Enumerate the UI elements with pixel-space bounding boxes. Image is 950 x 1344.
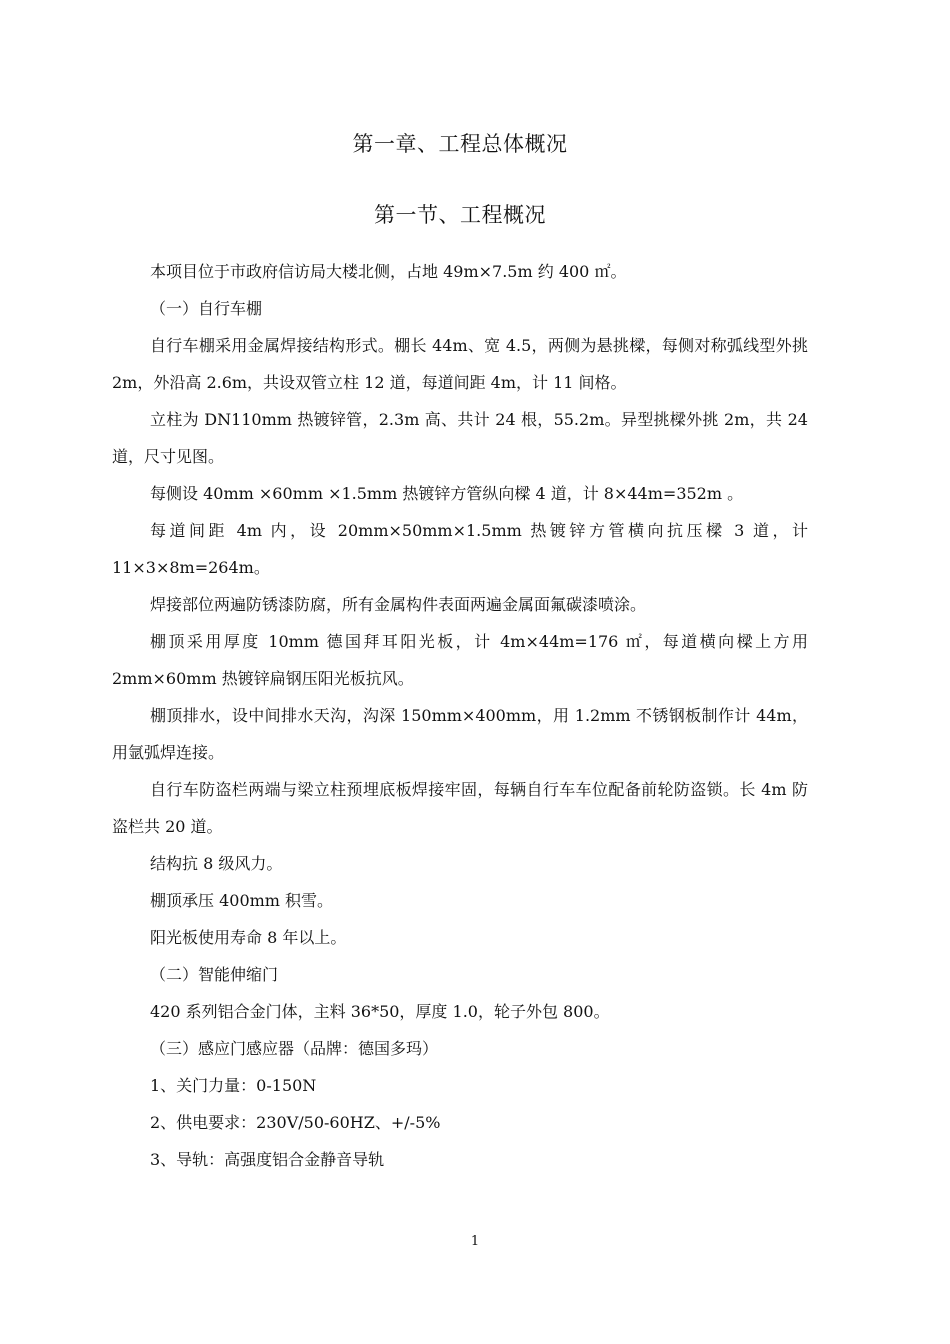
paragraph-snow-load: 棚顶承压 400mm 积雪。: [150, 891, 334, 910]
list-item-guide-rail: 3、导轨：高强度铝合金静音导轨: [150, 1150, 385, 1169]
heading-bicycle-shed: （一）自行车棚: [150, 299, 263, 318]
document-body: [112, 253, 808, 1178]
chapter-title: 第一章、工程总体概况: [352, 132, 568, 156]
paragraph-roof-panel: 棚顶采用厚度 10mm 德国拜耳阳光板，计 4m×44m=176 ㎡，每道横向樑上方用 2mm×60mm 热镀锌扁钢压阳光板抗风。: [112, 632, 808, 688]
paragraph-wind-resistance: 结构抗 8 级风力。: [150, 854, 283, 873]
paragraph-transverse-beams: 每道间距 4m 内，设 20mm×50mm×1.5mm 热镀锌方管横向抗压樑 3 道，计 11×3×8m=264m。: [112, 521, 808, 577]
section-title: 第一节、工程概况: [374, 203, 546, 227]
paragraph-longitudinal-beams: 每侧设 40mm ×60mm ×1.5mm 热镀锌方管纵向樑 4 道，计 8×44m=352m 。: [150, 484, 744, 503]
paragraph-location: 本项目位于市政府信访局大楼北侧，占地 49m×7.5m 约 400 ㎡。: [150, 262, 627, 281]
paragraph-panel-life: 阳光板使用寿命 8 年以上。: [150, 928, 347, 947]
paragraph-shed-structure: 自行车棚采用金属焊接结构形式。棚长 44m、宽 4.5，两侧为悬挑樑，每侧对称弧线型外挑 2m，外沿高 2.6m，共设双管立柱 12 道，每道间距 4m，计 11 间格。: [112, 336, 808, 392]
paragraph-anticorrosion: 焊接部位两遍防锈漆防腐，所有金属构件表面两遍金属面氟碳漆喷涂。: [150, 595, 647, 614]
heading-door-sensor: （三）感应门感应器（品牌：德国多玛）: [150, 1039, 439, 1058]
paragraph-columns: 立柱为 DN110mm 热镀锌管，2.3m 高、共计 24 根，55.2m。异型挑樑外挑 2m，共 24 道，尺寸见图。: [112, 410, 808, 466]
paragraph-antitheft-rail: 自行车防盗栏两端与梁立柱预埋底板焊接牢固，每辆自行车车位配备前轮防盗锁。长 4m 防盗栏共 20 道。: [112, 780, 808, 836]
list-item-closing-force: 1、关门力量：0-150N: [150, 1076, 317, 1095]
heading-retractable-gate: （二）智能伸缩门: [150, 965, 279, 984]
paragraph-roof-drainage: 棚顶排水，设中间排水天沟，沟深 150mm×400mm，用 1.2mm 不锈钢板制作计 44m，用氩弧焊连接。: [112, 706, 808, 762]
list-item-power-supply: 2、供电要求：230V/50-60HZ、+/-5%: [150, 1113, 441, 1132]
page-number: 1: [470, 1234, 480, 1249]
paragraph-gate-spec: 420 系列铝合金门体，主料 36*50，厚度 1.0，轮子外包 800。: [150, 1002, 610, 1021]
